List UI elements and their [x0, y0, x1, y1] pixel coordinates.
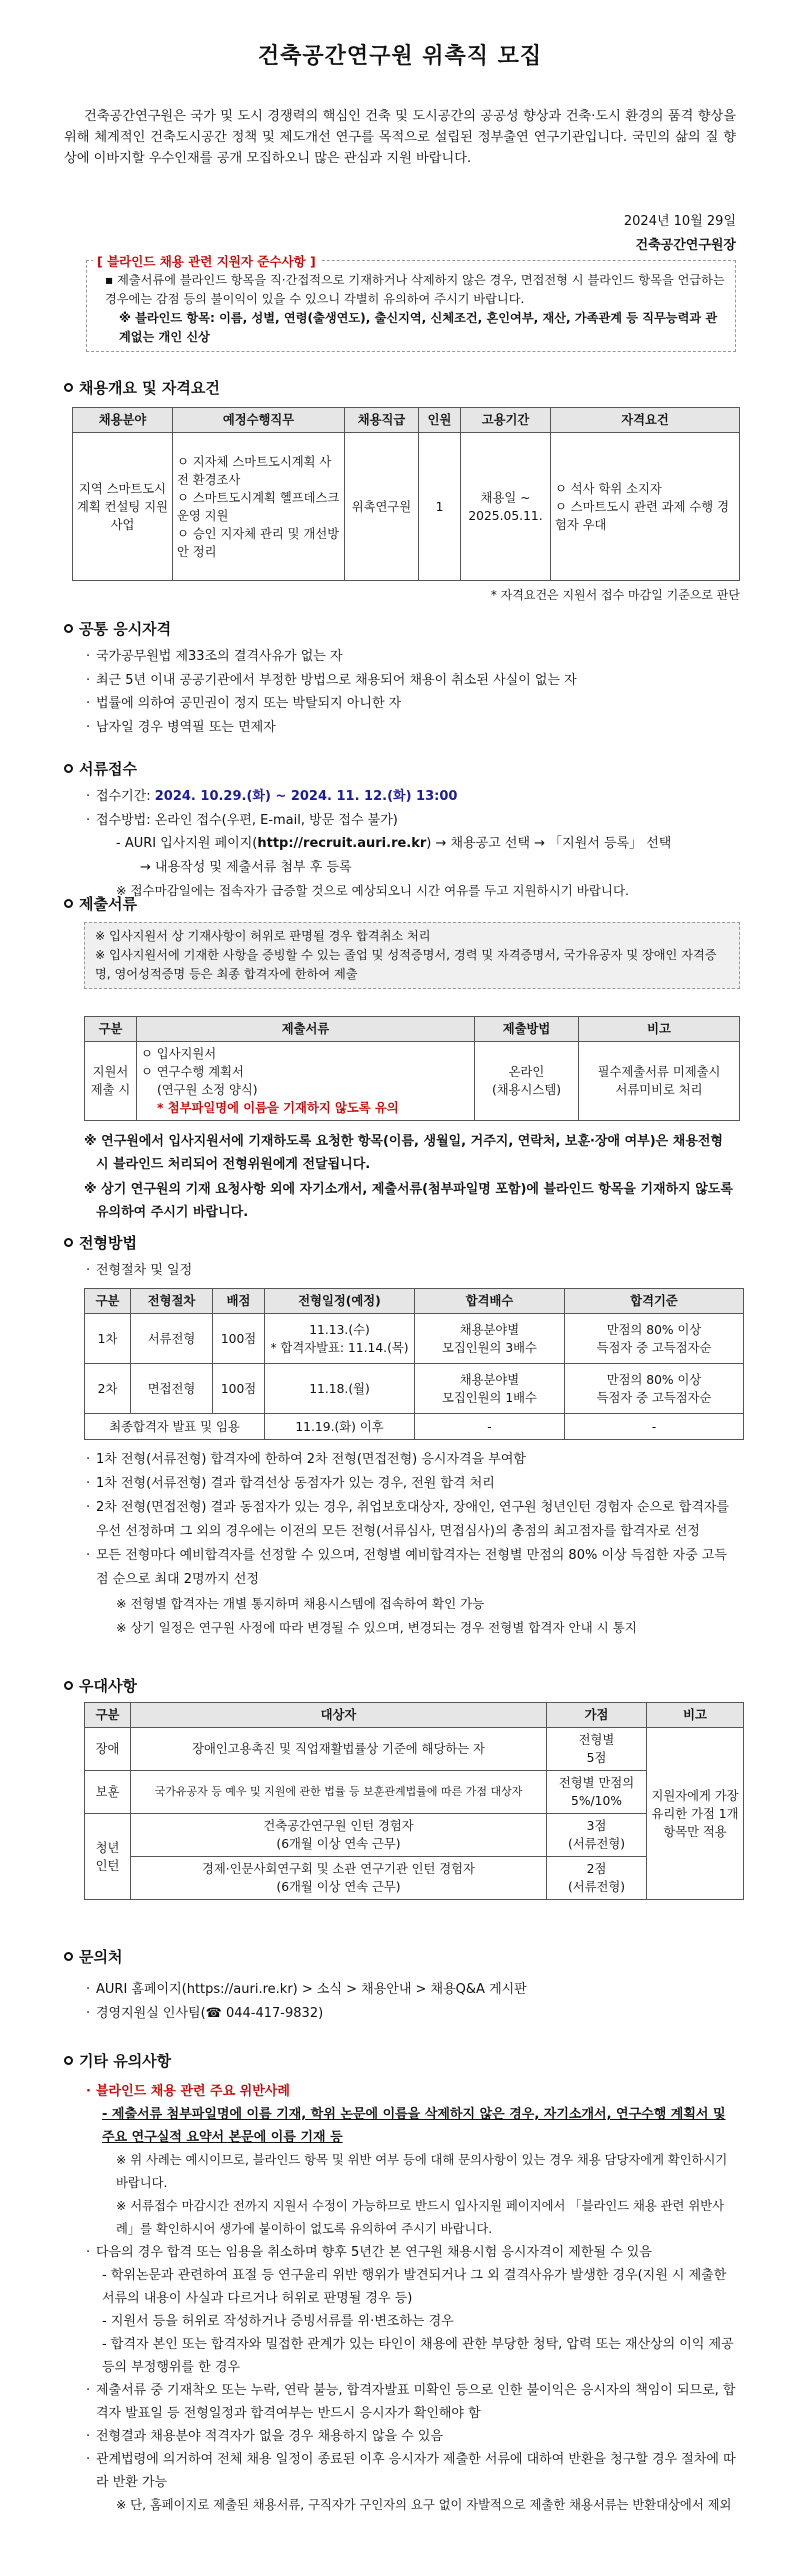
cell: 장애인고용촉진 및 직업재활법률상 기준에 해당하는 자 — [131, 1728, 547, 1771]
col-header: 전형일정(예정) — [265, 1289, 415, 1314]
sub-item: - 학위논문과 관련하여 표절 등 연구윤리 위반 행위가 발견되거나 그 외 결격사유가 발생한 경우(지원 시 제출한 서류의 내용이 사실과 다르거나 허위로 판명될 경우 등) — [102, 2268, 727, 2306]
blind-notice-box — [86, 254, 736, 352]
violation-example: - 제출서류 첨부파일명에 이름 기재, 학위 논문에 이름을 삭제하지 않은 경우, 자기소개서, 연구수행 계획서 및 주요 연구실적 요약서 본문에 이름 기재 등 — [102, 2107, 726, 2145]
note: ※ 서류접수 마감시간 전까지 지원서 수정이 가능하므로 반드시 입사지원 페이지에서 「블라인드 채용 관련 위반사례」를 확인하시어 생가에 붙이하이 없도록 유의하여 주시기 바랍니다. — [116, 2199, 724, 2236]
text: 5%/10% — [571, 1794, 622, 1808]
cell — [265, 1314, 415, 1364]
page-title: 건축공간연구원 위촉직 모집 — [257, 44, 543, 69]
note: ※ 단, 홈페이지로 제출된 채용서류, 구직자가 구인자의 요구 없이 자발적으로 제출한 채용서류는 반환대상에서 제외 — [116, 2498, 732, 2512]
col-header: 자격요건 — [551, 408, 740, 433]
text: 득점자 중 고득점자순 — [596, 1340, 712, 1355]
recruit-link[interactable]: http://recruit.auri.re.kr — [257, 836, 427, 851]
section-heading: 문의처 — [64, 1946, 122, 1969]
col-header: 전형절차 — [131, 1289, 213, 1314]
common-qualifications — [86, 645, 736, 739]
text: 지원서 — [92, 1065, 129, 1079]
text: (채용시스템) — [492, 1083, 561, 1097]
text: 제출 시 — [90, 1083, 131, 1097]
col-header: 배점 — [213, 1289, 265, 1314]
text: 전형별 만점의 — [558, 1776, 635, 1790]
col-header: 대상자 — [131, 1703, 547, 1728]
note: ※ 접수마감일에는 접속자가 급증할 것으로 예상되오니 시간 여유를 두고 지원하시기 바랍니다. — [116, 883, 630, 898]
list-item: · 남자일 경우 병역필 또는 면제자 — [86, 716, 736, 740]
text: 만점의 80% 이상 — [606, 1322, 702, 1337]
duty-item: ㅇ 승인 지자체 관리 및 개선방안 정리 — [177, 526, 340, 559]
list-item: · 제출서류 중 기재착오 또는 누락, 연락 불능, 합격자발표 미확인 등으로 인한 불이익은 응시자의 책임이 되므로, 합격자 발표일 등 전형일정과 합격여부는 반드시 응시자가 확인해야 함 — [86, 2379, 736, 2425]
cell — [85, 1814, 131, 1900]
text: 건축공간연구원 인턴 경험자 — [263, 1819, 414, 1833]
cell — [565, 1314, 744, 1364]
date: 2024년 10월 29일 — [623, 214, 736, 229]
cell — [547, 1728, 647, 1771]
section-heading: 기타 유의사항 — [64, 2050, 171, 2073]
cell: 면접전형 — [131, 1364, 213, 1414]
col-header: 비고 — [647, 1703, 744, 1728]
text: 전형별 — [578, 1733, 615, 1747]
text: 모집인원의 1배수 — [442, 1390, 537, 1405]
cell: - — [415, 1414, 565, 1440]
blind-note: ※ 연구원에서 입사지원서에 기재하도록 요청한 항목(이름, 생월일, 거주지, 연락처, 보훈·장애 여부)은 채용전형 시 블라인드 처리되어 전형위원에게 전달됩니다. — [84, 1134, 723, 1172]
list-item: · 관계법령에 의거하여 전체 채용 일정이 종료된 이후 응시자가 제출한 서류에 대하여 반환을 청구할 경우 절차에 따라 반환 가능 — [86, 2448, 736, 2494]
blind-items: ※ 블라인드 항목: 이름, 성별, 연령(출생연도), 출신지역, 신체조건, 혼인여부, 재산, 가족관계 등 직무능력과 관계없는 개인 신상 — [119, 311, 718, 344]
req-item: ㅇ 석사 학위 소지자 — [555, 481, 662, 496]
cell — [415, 1364, 565, 1414]
section-heading: 제출서류 — [64, 893, 137, 916]
cell: - — [565, 1414, 744, 1440]
col-header: 고용기간 — [461, 408, 551, 433]
cell: 지원자에게 가장 유리한 가점 1개 항목만 적용 — [647, 1728, 744, 1900]
text: ) → 채용공고 선택 → 「지원서 등록」 선택 — [426, 836, 672, 851]
text: 서류미비로 처리 — [615, 1083, 703, 1097]
cell: 1차 — [85, 1314, 131, 1364]
duty-item: ㅇ 지자체 스마트도시계획 사전 환경조사 — [177, 454, 332, 487]
field-cell: 지역 스마트도시계획 컨설팅 지원 사업 — [73, 433, 173, 581]
cell: 100점 — [213, 1314, 265, 1364]
cell: 최종합격자 발표 및 임용 — [85, 1414, 265, 1440]
blind-note: ※ 상기 연구원의 기재 요청사항 외에 자기소개서, 제출서류(첨부파일명 포함)에 블라인드 항목을 기재하지 않도록 유의하여 주시기 바랍니다. — [84, 1182, 733, 1220]
proc-label — [86, 1259, 736, 1283]
date-block — [624, 210, 736, 258]
col-header: 비고 — [579, 1017, 740, 1042]
recruit-table — [72, 407, 740, 581]
cell: 장애 — [85, 1728, 131, 1771]
cell — [565, 1364, 744, 1414]
preference-table — [84, 1702, 744, 1900]
duties-cell — [173, 433, 345, 581]
text: 만점의 80% 이상 — [606, 1372, 702, 1387]
process-notes — [86, 1448, 736, 1640]
cell — [131, 1857, 547, 1900]
section-heading: 채용개요 및 자격요건 — [64, 377, 220, 400]
list-item: · 1차 전형(서류전형) 결과 합격선상 동점자가 있는 경우, 전원 합격 처리 — [86, 1472, 736, 1496]
cell — [547, 1771, 647, 1814]
contact-info — [86, 1978, 736, 2025]
text: 모집인원의 3배수 — [442, 1340, 537, 1355]
list-item: · 다음의 경우 합격 또는 임용을 취소하며 향후 5년간 본 연구원 채용시험 응시자격이 제한될 수 있음 — [86, 2241, 736, 2264]
blind-notice-line: ▪ 제출서류에 블라인드 항목을 직·간접적으로 기재하거나 삭제하지 않은 경우, 면접전형 시 블라인드 항목을 언급하는 경우에는 감점 등의 불이익이 있을 수 있으니 각별히 유의하여 주시기 바랍니다. — [105, 273, 725, 306]
note: ※ 전형별 합격자는 개별 통지하며 채용시스템에 접속하여 확인 가능 — [116, 1596, 485, 1611]
list-item — [86, 785, 736, 809]
other-notes — [86, 2080, 736, 2517]
cell: 11.19.(화) 이후 — [265, 1414, 415, 1440]
col-header: 구분 — [85, 1289, 131, 1314]
section-heading: 서류접수 — [64, 758, 137, 781]
note: ※ 상기 일정은 연구원 사정에 따라 변경될 수 있으며, 변경되는 경우 전형별 합격자 안내 시 통지 — [116, 1620, 637, 1635]
list-item: · 접수방법: 온라인 접수(우편, E-mail, 방문 접수 불가) — [86, 809, 736, 833]
text: 2점 — [586, 1862, 607, 1876]
col-header: 채용분야 — [73, 408, 173, 433]
cell: 서류전형 — [131, 1314, 213, 1364]
text: 득점자 중 고득점자순 — [596, 1390, 712, 1405]
col-header: 제출서류 — [137, 1017, 475, 1042]
list-item: · 블라인드 채용 관련 주요 위반사례 — [86, 2080, 736, 2103]
doc-warning: * 첨부파일명에 이름을 기재하지 않도록 유의 — [157, 1101, 399, 1115]
text: 청년 — [95, 1840, 120, 1855]
requirement-cell — [551, 433, 740, 581]
text: (6개월 이상 연속 근무) — [276, 1880, 401, 1894]
text: (서류전형) — [567, 1837, 626, 1851]
list-item — [86, 832, 736, 856]
grade-cell: 위촉연구원 — [345, 433, 419, 581]
section-heading: 우대사항 — [64, 1675, 137, 1698]
note: ※ 입사지원서에 기재한 사항을 증빙할 수 있는 졸업 및 성적증명서, 경력 및 자격증명서, 국가유공자 및 장애인 자격증명, 영어성적증명 등은 최종 합격자에 한하여 제출 — [95, 948, 717, 981]
intro-paragraph: 건축공간연구원은 국가 및 도시 경쟁력의 핵심인 건축 및 도시공간의 공공성 향상과 건축·도시 환경의 품격 향상을 위해 체계적인 건축도시공간 정책 및 제도개선 연구를 목적으로 설립된 정부출연 연구기관입니다. 국민의 삶의 질 향상에 이바지할 우수인재를 공개 모집하오니 많은 관심과 지원 바랍니다. — [64, 109, 736, 166]
cell — [547, 1857, 647, 1900]
cell: 국가유공자 등 예우 및 지원에 관한 법률 등 보훈관계법률에 따른 가점 대상자 — [131, 1771, 547, 1814]
docs-cell — [137, 1042, 475, 1121]
contact-item: · AURI 홈페이지(https://auri.re.kr) > 소식 > 채용안내 > 채용Q&A 게시판 — [86, 1978, 736, 2002]
sub-item: - 지원서 등을 허위로 작성하거나 증빙서류를 위·변조하는 경우 — [102, 2314, 454, 2329]
circle-bullet-icon — [64, 1238, 73, 1247]
text: 경제·인문사회연구회 및 소관 연구기관 인턴 경험자 — [202, 1862, 475, 1876]
label: 접수기간: — [96, 789, 155, 804]
list-item: · 국가공무원법 제33조의 결격사유가 없는 자 — [86, 645, 736, 669]
list-item: → 내용작성 및 제출서류 첨부 후 등록 — [140, 859, 352, 875]
contact-item: · 경영지원실 인사팀(☎ 044-417-9832) — [86, 2002, 736, 2026]
cell — [415, 1314, 565, 1364]
col-header: 인원 — [419, 408, 461, 433]
text: (6개월 이상 연속 근무) — [276, 1837, 401, 1851]
period-cell — [461, 433, 551, 581]
remark-cell — [579, 1042, 740, 1121]
text: * 합격자발표: 11.14.(목) — [270, 1340, 409, 1355]
list-item: · 2차 전형(면접전형) 결과 동점자가 있는 경우, 취업보호대상자, 장애인, 연구원 청년인턴 경험자 순으로 합격자를 우선 선정하며 그 외의 경우에는 이전의 모든 전형(서류심사, 면접심사)의 총점의 최고점자를 합격자로 선정 — [86, 1496, 736, 1544]
count-cell: 1 — [419, 433, 461, 581]
col-header: 구분 — [85, 1017, 137, 1042]
circle-bullet-icon — [64, 383, 73, 392]
circle-bullet-icon — [64, 764, 73, 773]
list-item: · 1차 전형(서류전형) 합격자에 한하여 2차 전형(면접전형) 응시자격을 부여함 — [86, 1448, 736, 1472]
period-text: 채용일 ~ — [480, 490, 531, 505]
table-note: * 자격요건은 지원서 접수 마감일 기준으로 판단 — [490, 588, 740, 602]
cell: 11.18.(월) — [265, 1364, 415, 1414]
documents-table — [84, 1016, 740, 1121]
circle-bullet-icon — [64, 1681, 73, 1690]
org-name: 건축공간연구원장 — [635, 238, 736, 253]
circle-bullet-icon — [64, 899, 73, 908]
cell: 100점 — [213, 1364, 265, 1414]
section-heading: 공통 응시자격 — [64, 618, 171, 641]
doc-item: ㅇ 입사지원서 — [141, 1047, 217, 1061]
doc-item: (연구원 소정 양식) — [157, 1083, 258, 1097]
method-cell — [475, 1042, 579, 1121]
circle-bullet-icon — [64, 1952, 73, 1961]
blind-notice-title: [ 블라인드 채용 관련 지원자 준수사항 ] — [93, 252, 320, 271]
col-header: 구분 — [85, 1703, 131, 1728]
duty-item: ㅇ 스마트도시계획 헬프데스크 운영 지원 — [177, 490, 340, 523]
text: 필수제출서류 미제출시 — [597, 1065, 721, 1079]
submission-notice-box — [84, 922, 740, 989]
col-header: 채용직급 — [345, 408, 419, 433]
cell — [131, 1814, 547, 1857]
text: 온라인 — [508, 1065, 545, 1079]
col-header: 합격기준 — [565, 1289, 744, 1314]
text: 5점 — [586, 1751, 607, 1765]
application-period: 2024. 10.29.(화) ~ 2024. 11. 12.(화) 13:00 — [154, 789, 458, 804]
list-item: · 전형결과 채용분야 적격자가 없을 경우 채용하지 않을 수 있음 — [86, 2425, 736, 2448]
text: 3점 — [586, 1819, 607, 1833]
col-header: 제출방법 — [475, 1017, 579, 1042]
list-item: · 모든 전형마다 예비합격자를 선정할 수 있으며, 전형별 예비합격자는 전형별 만점의 80% 이상 득점한 자중 고득점 순으로 최대 2명까지 선정 — [86, 1544, 736, 1592]
list-item: · 법률에 의하여 공민권이 정지 또는 박탈되지 아니한 자 — [86, 692, 736, 716]
cell: 2차 — [85, 1364, 131, 1414]
circle-bullet-icon — [64, 2056, 73, 2065]
note: ※ 위 사례는 예시이므로, 블라인드 항목 및 위반 여부 등에 대해 문의사항이 있는 경우 채용 담당자에게 확인하시기 바랍니다. — [116, 2153, 728, 2190]
doc-item: ㅇ 연구수행 계획서 — [141, 1065, 244, 1079]
section-heading: 전형방법 — [64, 1232, 137, 1255]
sub-item: - 합격자 본인 또는 합격자와 밀접한 관계가 있는 타인이 채용에 관한 부당한 청탁, 압력 또는 재산상의 이익 제공 등의 부정행위를 한 경우 — [102, 2337, 734, 2375]
col-header: 합격배수 — [415, 1289, 565, 1314]
list-item: · 최근 5년 이내 공공기관에서 부정한 방법으로 채용되어 채용이 취소된 사실이 없는 자 — [86, 669, 736, 693]
cell: 보훈 — [85, 1771, 131, 1814]
text: 채용분야별 — [459, 1322, 520, 1337]
circle-bullet-icon — [64, 624, 73, 633]
process-table — [84, 1288, 744, 1440]
text: - AURI 입사지원 페이지( — [116, 836, 258, 851]
req-item: ㅇ 스마트도시 관련 과제 수행 경험자 우대 — [555, 499, 729, 532]
application-info — [86, 785, 736, 903]
type-cell — [85, 1042, 137, 1121]
text: (서류전형) — [567, 1880, 626, 1894]
text: 채용분야별 — [459, 1372, 520, 1387]
cell — [547, 1814, 647, 1857]
note: ※ 입사지원서 상 기재사항이 허위로 판명될 경우 합격취소 처리 — [95, 929, 431, 943]
col-header: 예정수행직무 — [173, 408, 345, 433]
list-item: · 전형절차 및 일정 — [86, 1259, 736, 1283]
text: 인턴 — [95, 1858, 120, 1873]
period-text: 2025.05.11. — [468, 508, 543, 523]
col-header: 가점 — [547, 1703, 647, 1728]
text: 11.13.(수) — [309, 1322, 370, 1337]
